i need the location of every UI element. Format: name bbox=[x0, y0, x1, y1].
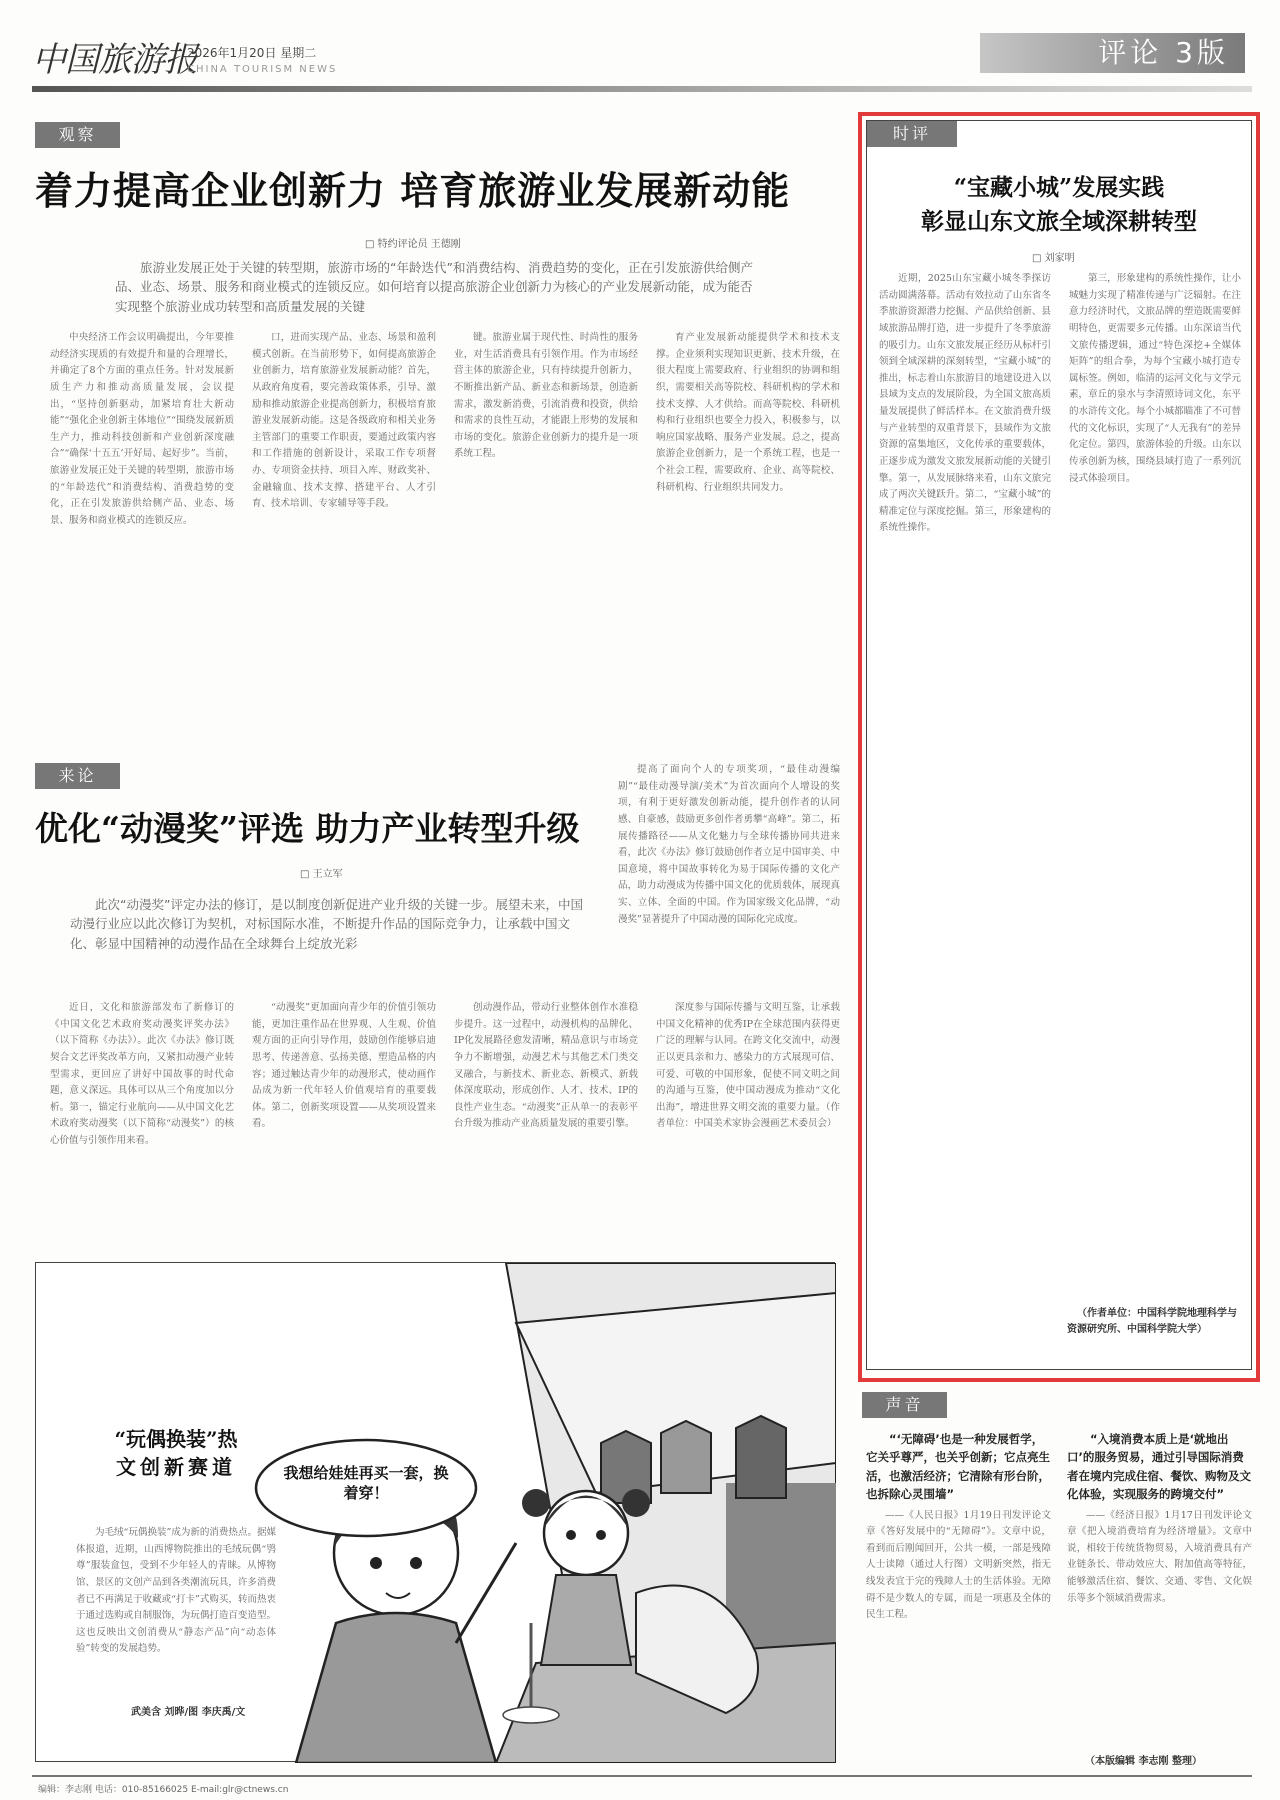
article2-byline: □ 王立军 bbox=[300, 869, 343, 880]
article1-headline: 着力提高企业创新力 培育旅游业发展新动能 bbox=[35, 168, 791, 213]
article2-headline: 优化“动漫奖”评选 助力产业转型升级 bbox=[35, 809, 580, 848]
article2-top-right-column: 提高了面向个人的专项奖项，“最佳动漫编剧”“最佳动漫导演/美术”为首次面向个人增设的奖项，有利于更好激发创新动能，提升创作者的认同感、自豪感，鼓励更多创作者勇攀“高峰”。第二，拓展传播路径——从文化魅力与全球传播协同共进来看，此次《办法》修订鼓励创作者立足中国审美、中国意境，将中国故事转化为易于国际传播的文化产品，助力动漫成为传播中国文化的优质载体，展现真实、立体、全面的中国。作为国家级文化品牌，“动漫奖”显著提升了中国动漫的国际化完成度。 bbox=[618, 764, 840, 925]
article1-byline: □ 特约评论员 王德刚 bbox=[365, 239, 461, 250]
sidebar-commentary-box bbox=[866, 120, 1252, 1370]
page-section-tag: 评论 3版 bbox=[980, 33, 1245, 73]
article1-column: 中央经济工作会议明确提出，今年要推动经济实现质的有效提升和量的合理增长，并确定了8个方面的重点任务。针对发展新质生产力和推动高质量发展，会议提出，“坚持创新驱动，加紧培育壮大新动能”“强化企业创新主体地位”“围绕发展新质生产力，推动科技创新和产业创新深度融合”“确保‘十五五’开好局、起好步”。当前，旅游业发展正处于关键的转型期，旅游市场的“年龄迭代”和消费结构、消费趋势的变化，正在引发旅游供给侧产品、业态、场景、服务和商业模式的连锁反应。 bbox=[50, 332, 234, 526]
sidebar-column: 第三，形象建构的系统性操作，让小城魅力实现了精准传递与广泛辐射。在注意力经济时代，文旅品牌的塑造既需要鲜明特色，更需要多元传播。山东深谙当代文旅传播逻辑，通过“特色深挖+全媒体矩阵”的组合拳，为每个宝藏小城打造专属标签。例如，临清的运河文化与文学元素，章丘的泉水与李清照诗词文化，东平的水浒传文化。每个小城都瞄准了不可替代的文化标识，实现了“人无我有”的差异化定位。第四，旅游体验的升级。山东以传承创新为核，围绕县域打造了一系列沉浸式体验项目。 bbox=[1069, 273, 1241, 484]
sidebar-author-unit: （作者单位：中国科学院地理科学与资源研究所、中国科学院大学） bbox=[1067, 1308, 1237, 1335]
footer-rule bbox=[32, 1775, 1252, 1777]
sidebar-headline-line2: 彰显山东文旅全域深耕转型 bbox=[921, 208, 1197, 235]
section-tag-observation: 观察 bbox=[35, 122, 120, 148]
article2-column: 创动漫作品，带动行业整体创作水准稳步提升。这一过程中，动漫机构的品牌化、IP化发展路径愈发清晰，精品意识与市场竞争力不断增强，动漫艺术与其他艺术门类交叉融合，与新技术、新业态、新模式、新载体深度联动，形成创作、人才、技术、IP的良性产业生态。“动漫奖”正从单一的表彰平台升级为推动产业高质量发展的重要引擎。 bbox=[454, 1002, 638, 1130]
section-tag-opinion: 来论 bbox=[35, 763, 120, 789]
article2-column: “动漫奖”更加面向青少年的价值引领功能，更加注重作品在世界观、人生观、价值观方面的正向引导作用，鼓励创作能够启迪思考、传递善意、弘扬美德、塑造品格的内容；通过触达青少年的动漫形式，使动画作品成为新一代年轻人价值观培育的重要载体。第二，创新奖项设置——从奖项设置来看。 bbox=[252, 1002, 436, 1130]
article2-body bbox=[50, 1000, 840, 1235]
sidebar-body bbox=[879, 271, 1241, 1291]
newspaper-logo: 中国旅游报 bbox=[32, 40, 197, 80]
footer-contact: 编辑：李志刚 电话：010-85166025 E-mail:glr@ctnews.cn bbox=[38, 1785, 289, 1795]
sidebar-headline-line1: “宝藏小城”发展实践 bbox=[953, 174, 1165, 201]
newspaper-english-name: CHINA TOURISM NEWS bbox=[187, 64, 338, 75]
illustration-body: 为毛绒“玩偶换装”成为新的消费热点。据媒体报道，近期，山西博物院推出的毛绒玩偶“鸮尊”服装盒包，受到不少年轻人的青睐。从博物馆、景区的文创产品到各类潮流玩具，许多消费者已不再满足于收藏或“打卡”式购买，转而热衷于通过选购或自制服饰，为玩偶打造百变造型。这也反映出文创消费从“静态产品”向“动态体验”转变的发展趋势。 bbox=[76, 1527, 276, 1655]
speech-bubble-text: 我想给娃娃再买一套，换着穿！ bbox=[283, 1464, 449, 1503]
voices-body bbox=[866, 1430, 1252, 1750]
article2-column: 近日，文化和旅游部发布了新修订的《中国文化艺术政府奖动漫奖评奖办法》（以下简称《办法》）。此次《办法》修订既契合文艺评奖改革方向，又紧扣动漫产业转型需求，更回应了讲好中国故事的时代命题，意义深远。具体可以从三个角度加以分析。第一，锚定行业航向——从中国文化艺术政府奖动漫奖（以下简称“动漫奖”）的核心价值与引领作用来看。 bbox=[50, 1002, 234, 1146]
sidebar-column: 近期，2025山东宝藏小城冬季探访活动圆满落幕。活动有效拉动了山东省冬季旅游资源潜力挖掘、产品供给创新、县域旅游品牌打造，进一步提升了冬季旅游的吸引力。山东文旅发展正经历从标杆引领到全域深耕的深刻转型，“宝藏小城”的推出，标志着山东旅游目的地建设进入以县域为支点的发展阶段，为全国文旅高质量发展提供了鲜活样本。在文旅消费升级与产业转型的双重背景下，县域作为文旅资源的富集地区，文化传承的重要载体，正逐步成为激发文旅发展新动能的关键引擎。第一，从发展脉络来看，山东文旅完成了两次关键跃升。第二，“宝藏小城”的精准定位与深度挖掘。第三，形象建构的系统性操作。 bbox=[879, 273, 1051, 534]
article1-column: 键。旅游业属于现代性、时尚性的服务业，对生活消费具有引领作用。作为市场经营主体的旅游企业，只有持续提升创新力，不断推出新产品、新业态和新场景，创造新需求，激发新消费，引流消费和投资，供给和需求的良性互动，才能跟上形势的发展和市场的变化。旅游企业创新力的提升是一项系统工程。 bbox=[454, 332, 638, 460]
article2-lede: 此次“动漫奖”评定办法的修订，是以制度创新促进产业升级的关键一步。展望未来，中国动漫行业应以此次修订为契机，对标国际水准，不断提升作品的国际竞争力，让承载中国文化、彰显中国精神的动漫作品在全球舞台上绽放光彩 bbox=[70, 897, 583, 951]
illustration-credits: 武美含 刘晔/图 李庆禹/文 bbox=[131, 1707, 246, 1718]
article1-lede: 旅游业发展正处于关键的转型期，旅游市场的“年龄迭代”和消费结构、消费趋势的变化，正在引发旅游供给侧产品、业态、场景、服务和商业模式的连锁反应。如何培育以提高旅游企业创新力为核心的产业发展新动能，成为能否实现整个旅游业成功转型和高质量发展的关键 bbox=[115, 260, 753, 314]
section-tag-commentary: 时评 bbox=[867, 121, 957, 147]
page-editor-credit: （本版编辑 李志刚 整理） bbox=[1085, 1756, 1202, 1767]
article1-body bbox=[50, 330, 840, 745]
sidebar-byline: □ 刘家明 bbox=[1032, 253, 1075, 264]
voice-item: “‘无障碍’也是一种发展哲学，它关乎尊严，也关乎创新；它点亮生活，也激活经济；它清除有形台阶，也拆除心灵围墙” ——《人民日报》1月19日刊发评论文章《答好发展中的“无障碍”》。文章中说，看到而后刚闻回开，公共一模，一部是残障人士读障（通过人行图）文明新突然，指无线发表宜于完的残障人士的生活体验。无障碍不是少数人的专属，而是一项惠及全体的民生工程。 bbox=[866, 1432, 1051, 1621]
article2-column: 深度参与国际传播与文明互鉴，让承载中国文化精神的优秀IP在全球范围内获得更广泛的理解与认同。在跨文化交流中，动漫正以更具亲和力、感染力的方式展现可信、可爱、可敬的中国形象，促使不同文明之间的沟通与互鉴，使中国动漫成为推动“文化出海”，增进世界文明交流的重要力量。（作者单位：中国美术家协会漫画艺术委员会） bbox=[656, 1002, 840, 1130]
section-tag-voices: 声音 bbox=[862, 1392, 947, 1418]
article1-column: 口，进而实现产品、业态、场景和盈利模式创新。在当前形势下，如何提高旅游企业创新力，培育旅游业发展新动能？首先，从政府角度看，要完善政策体系，引导、激励和推动旅游企业提高创新力，积极培育旅游业发展新动能。这是各级政府和相关业务主管部门的重要工作职责，要通过政策内容和工作措施的创新设计，采取工作专项督办、专项资金扶持、项目入库、财政奖补、金融输血、技术支撑、搭建平台、人才引育、技术培训、专家辅导等手段。 bbox=[252, 332, 436, 510]
voice-item: “入境消费本质上是‘就地出口’的服务贸易，通过引导国际消费者在境内完成住宿、餐饮、购物及文化体验，实现服务的跨境交付” ——《经济日报》1月17日刊发评论文章《把入境消费培育为经济增量》。文章中说，相较于传统货物贸易，入境消费具有产业链条长、带动效应大、附加值高等特征，能够激活住宿、餐饮、交通、零售、文化娱乐等多个领域消费需求。 bbox=[1067, 1432, 1252, 1604]
issue-date: 2026年1月20日 星期二 bbox=[187, 46, 317, 60]
illustration-title-line2: 文创新赛道 bbox=[116, 1455, 236, 1479]
masthead-rule bbox=[32, 86, 1252, 92]
illustration-title-line1: “玩偶换装”热 bbox=[114, 1427, 238, 1451]
illustration-block bbox=[35, 1262, 835, 1762]
article1-column: 育产业发展新动能提供学术和技术支撑。企业须利实现知识更新、技术升级，在很大程度上需要政府、行业组织的协调和组织，需要相关高等院校、科研机构的学术和技术支撑、人才供给。而高等院校、科研机构和行业组织也要全力投入，积极参与，以响应国家战略、服务产业发展。总之，提高旅游企业创新力，是一个系统工程，也是一个社会工程，需要政府、企业、高等院校、科研机构、行业组织共同发力。 bbox=[656, 332, 840, 493]
